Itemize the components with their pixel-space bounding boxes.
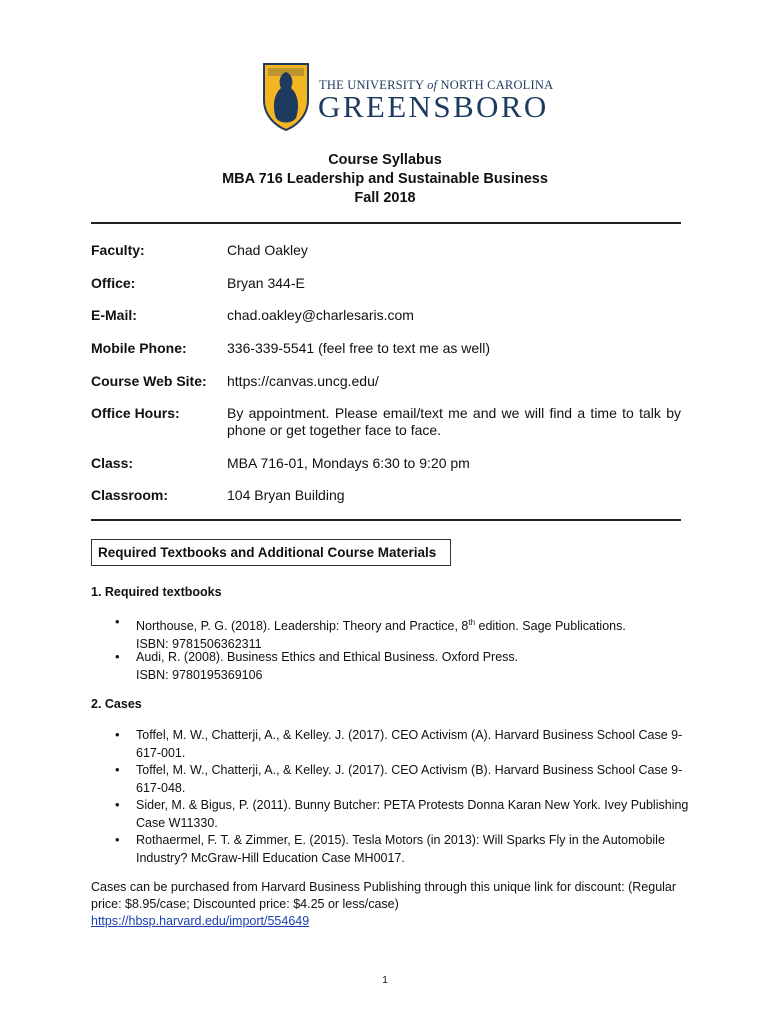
top-rule [91,222,681,224]
university-name: GREENSBORO [318,89,549,124]
bullet-icon: • [115,614,120,629]
info-label-classroom: Classroom: [91,487,169,503]
doc-title-line2: MBA 716 Leadership and Sustainable Business [222,171,548,187]
info-value-classroom: 104 Bryan Building [227,487,345,503]
case-item: Rothaermel, F. T. & Zimmer, E. (2015). Tesla Motors (in 2013): Will Sparks Fly in the Automobile Industry? McGraw-Hill Education Case MH0017. [136,833,665,865]
info-label-office-hours: Office Hours: [91,405,180,421]
info-value-email[interactable]: chad.oakley@charlesaris.com [227,307,414,323]
textbook-item: Northouse, P. G. (2018). Leadership: Theory and Practice, 8th edition. Sage Publications. ISBN: 9781506362311 [136,618,626,651]
bullet-icon: • [115,797,120,812]
info-label-faculty: Faculty: [91,242,145,258]
case-item: Toffel, M. W., Chatterji, A., & Kelley. J. (2017). CEO Activism (A). Harvard Business School Case 9-617-001. [136,728,683,760]
bullet-icon: • [115,832,120,847]
bullet-icon: • [115,649,120,664]
info-label-phone: Mobile Phone: [91,340,187,356]
info-value-phone: 336-339-5541 (feel free to text me as well) [227,340,491,356]
bottom-rule [91,519,681,521]
case-item: Toffel, M. W., Chatterji, A., & Kelley. J. (2017). CEO Activism (B). Harvard Business School Case 9-617-048. [136,763,683,795]
info-value-class: MBA 716-01, Mondays 6:30 to 9:20 pm [227,455,470,471]
cases-heading: 2. Cases [91,697,142,711]
info-value-faculty: Chad Oakley [227,242,308,258]
info-label-class: Class: [91,455,134,471]
info-label-office: Office: [91,275,136,291]
textbook-item: Audi, R. (2008). Business Ethics and Ethical Business. Oxford Press. ISBN: 9780195369106 [136,650,519,682]
info-value-website[interactable]: https://canvas.uncg.edu/ [227,373,379,389]
info-label-website: Course Web Site: [91,373,207,389]
info-value-office-hours: By appointment. Please email/text me and we will find a time to talk by phone or get together face to face. [227,405,681,438]
page-number: 1 [382,975,388,986]
bullet-icon: • [115,727,120,742]
case-item: Sider, M. & Bigus, P. (2011). Bunny Butcher: PETA Protests Donna Karan New York. Ivey Publishing Case W11330. [136,798,689,830]
bullet-icon: • [115,762,120,777]
purchase-note: Cases can be purchased from Harvard Business Publishing through this unique link for discount: (Regular price: $8.95/case; Discounted price: $4.25 or less/case) https://hbsp.harvard.edu/import/554649 [91,880,677,928]
materials-heading: Required Textbooks and Additional Course Materials [91,539,451,566]
info-value-office: Bryan 344-E [227,275,305,291]
doc-title-line1: Course Syllabus [328,152,442,168]
textbooks-heading: 1. Required textbooks [91,585,222,599]
doc-title-line3: Fall 2018 [354,190,416,206]
university-top-line: THE UNIVERSITY of NORTH CAROLINA [319,78,554,92]
info-label-email: E-Mail: [91,307,137,323]
purchase-link[interactable]: https://hbsp.harvard.edu/import/554649 [91,914,310,928]
